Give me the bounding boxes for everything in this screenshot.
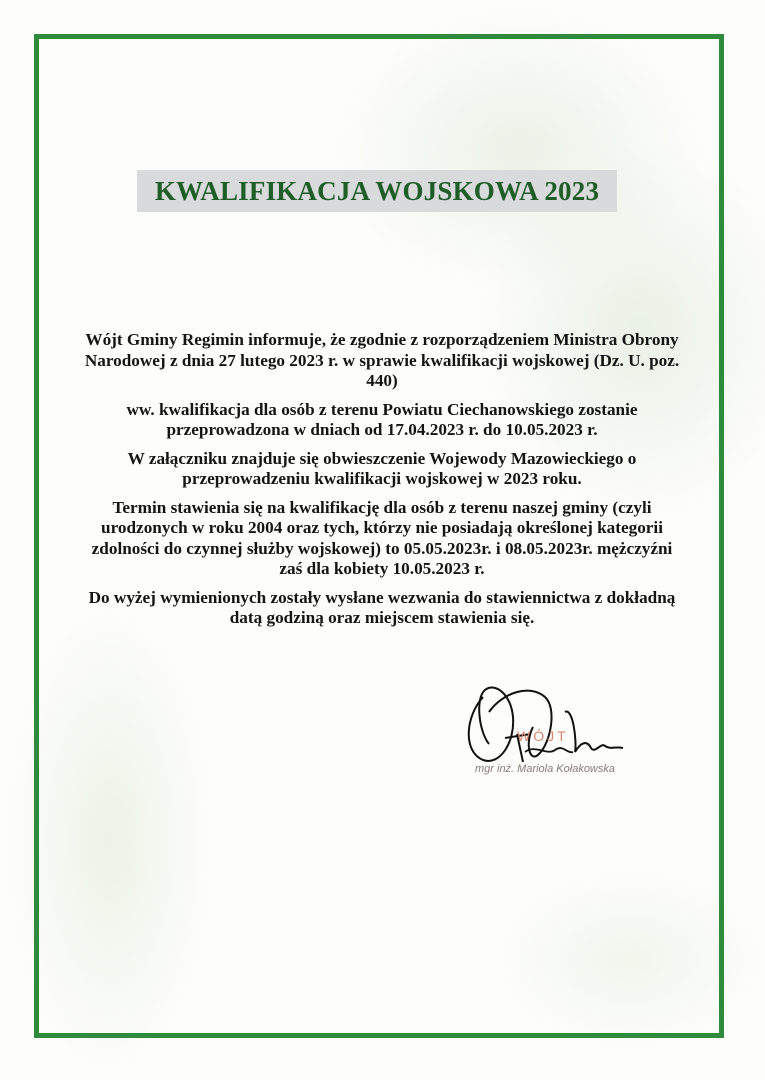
stamp-name: mgr inż. Mariola Kołakowska: [475, 763, 615, 775]
paragraph-intro: Wójt Gminy Regimin informuje, że zgodnie z rozporządzeniem Ministra Obrony Narodowej z dnia 27 lutego 2023 r. w sprawie kwalifikacji wojskowej (Dz. U. poz. 440): [84, 330, 680, 390]
document-title: KWALIFIKACJA WOJSKOWA 2023: [137, 170, 617, 212]
announcement-body: [84, 330, 680, 637]
paragraph-summons: Do wyżej wymienionych zostały wysłane wezwania do stawiennictwa z dokładną datą godziną oraz miejscem stawienia się.: [88, 587, 676, 627]
paragraph-attachment: W załączniku znajduje się obwieszczenie Wojewody Mazowieckiego o przeprowadzeniu kwalifikacji wojskowej w 2023 roku.: [127, 448, 637, 488]
stamp-title: WÓJT: [517, 728, 569, 744]
paragraph-dates: ww. kwalifikacja dla osób z terenu Powiatu Ciechanowskiego zostanie przeprowadzona w dniach od 17.04.2023 r. do 10.05.2023 r.: [126, 399, 638, 439]
paragraph-deadline: Termin stawienia się na kwalifikację dla osób z terenu naszej gminy (czyli urodzonych w roku 2004 oraz tych, którzy nie posiadają określonej kategorii zdolności do czynnej służby wojskowej) to 05.05.2023r. i 08.05.2023r. mężczyźni zaś dla kobiety 10.05.2023 r.: [91, 497, 673, 578]
